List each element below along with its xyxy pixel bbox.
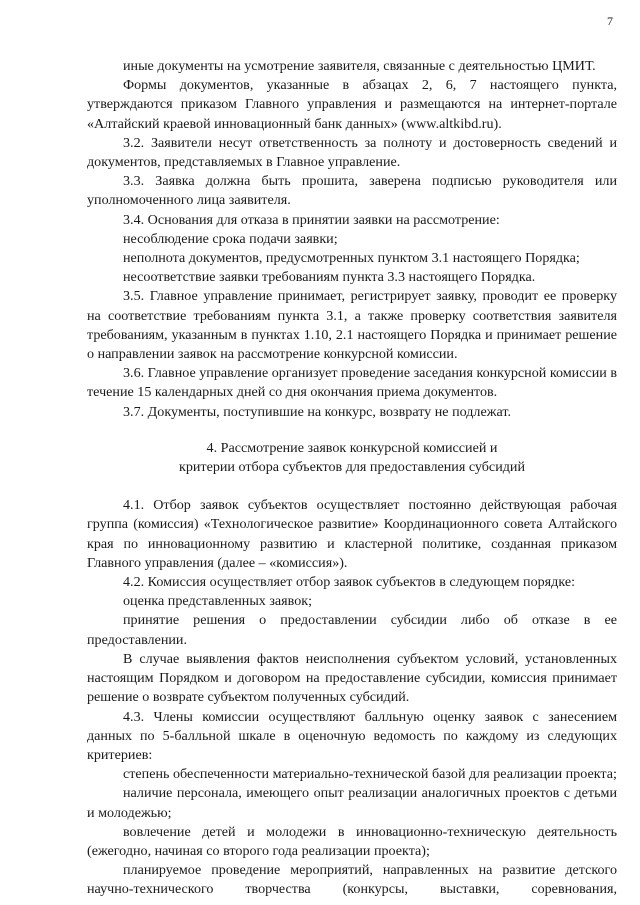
paragraph-3-2: 3.2. Заявители несут ответственность за полноту и достоверность сведений и документов, представляемых в Главное управление.	[87, 134, 617, 171]
paragraph-3-5: 3.5. Главное управление принимает, регистрирует заявку, проводит ее проверку на соответствие требованиям пункта 3.1, а также проверку соответствия заявителя требованиям, указанным в пунктах 1.10, 2.1 настоящего Порядка и принимает решение о направлении заявок на рассмотрение конкурсной комиссии.	[87, 288, 617, 363]
paragraph-3-3: 3.3. Заявка должна быть прошита, заверена подписью руководителя или уполномоченного лица заявителя.	[87, 173, 617, 209]
paragraph: иные документы на усмотрение заявителя, связанные с деятельностью ЦМИТ.	[123, 58, 596, 74]
paragraph-3-4: 3.4. Основания для отказа в принятии заявки на рассмотрение:	[123, 211, 500, 228]
criterion-item: вовлечение детей и молодежи в инновационно-техническую деятельность (ежегодно, начиная со второго года реализации проекта);	[87, 823, 617, 859]
list-item: принятие решения о предоставлении субсидии либо об отказе в ее предоставлении.	[87, 612, 617, 648]
list-item: неполнота документов, предусмотренных пунктом 3.1 настоящего Порядка;	[123, 250, 580, 267]
paragraph-4-3: 4.3. Члены комиссии осуществляют балльную оценку заявок с занесением данных по 5-балльной шкале в оценочную ведомость по каждому из следующих критериев:	[87, 708, 617, 763]
list-item: оценка представленных заявок;	[123, 593, 313, 610]
paragraph-4-2: 4.2. Комиссия осуществляет отбор заявок субъектов в следующем порядке:	[123, 574, 576, 591]
paragraph-3-7: 3.7. Документы, поступившие на конкурс, возврату не подлежат.	[123, 403, 511, 420]
paragraph-3-6: 3.6. Главное управление организует проведение заседания конкурсной комиссии в течение 15 календарных дней со дня окончания приема документов.	[87, 365, 617, 401]
paragraph-4-1: 4.1. Отбор заявок субъектов осуществляет постоянно действующая рабочая группа (комиссия) «Технологическое развитие» Координационного совета Алтайского края по инновационному развитию и кластерной политике, созданная приказом Главного управления (далее – «комиссия»).	[87, 497, 617, 571]
page-number: 7	[607, 14, 613, 28]
document-body	[87, 57, 617, 900]
criterion-item: планируемое проведение мероприятий, направленных на развитие детского научно-технического творчества (конкурсы, выставки, соревнования,	[87, 862, 617, 898]
criterion-item: степень обеспеченности материально-технической базой для реализации проекта;	[123, 766, 617, 783]
criterion-item: наличие персонала, имеющего опыт реализации аналогичных проектов с детьми и молодежью;	[87, 785, 617, 821]
section-heading-line-2: критерии отбора субъектов для предоставления субсидий	[178, 459, 525, 476]
list-item: несоответствие заявки требованиям пункта 3.3 настоящего Порядка.	[123, 269, 536, 286]
paragraph: В случае выявления фактов неисполнения субъектом условий, установленных настоящим Порядком и договором на предоставление субсидии, комиссия принимает решение о возврате субъектом полученных субсидий.	[87, 650, 617, 706]
paragraph: Формы документов, указанные в абзацах 2, 6, 7 настоящего пункта, утверждаются приказом Главного управления и размещаются на интернет-портале «Алтайский краевой инновационный банк данных» (www.altkibd.ru).	[87, 77, 617, 132]
list-item: несоблюдение срока подачи заявки;	[123, 230, 338, 247]
section-heading-line-1: 4. Рассмотрение заявок конкурсной комиссией и	[206, 439, 498, 456]
